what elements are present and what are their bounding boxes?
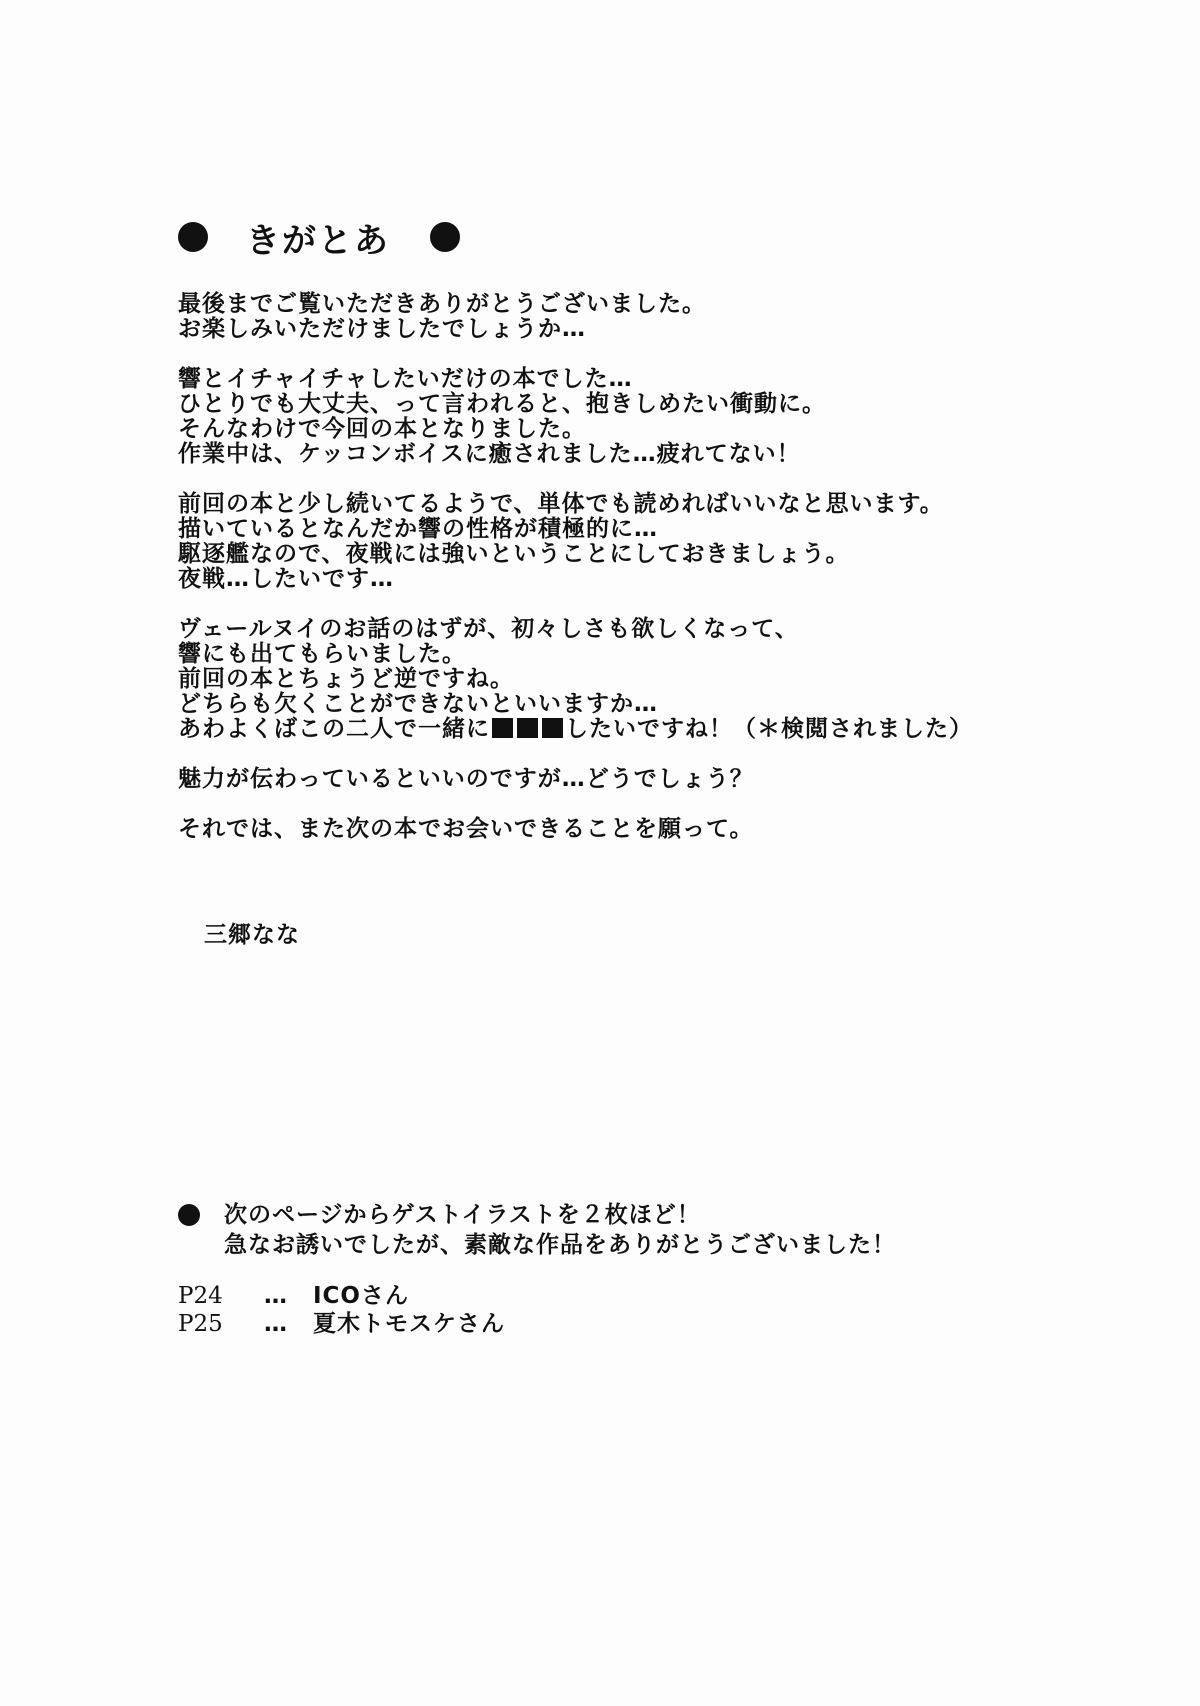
- text-fragment: したいですね！（＊検閲されました）: [565, 716, 973, 742]
- paragraph-verniy: [178, 617, 1058, 742]
- credit-separator: …: [264, 1283, 287, 1309]
- redaction-block: [542, 718, 563, 738]
- text-line: 響にも出てもらいました。: [178, 641, 466, 667]
- text-line: ヴェールヌイのお話のはずが、初々しさも欲しくなって、: [178, 616, 799, 642]
- text-line: 前回の本とちょうど逆ですね。: [178, 666, 514, 692]
- text-line: 作業中は、ケッコンボイスに癒されました…疲れてない！: [178, 441, 801, 467]
- credit-page-number: P25: [178, 1311, 223, 1337]
- text-line: 前回の本と少し続いてるようで、単体でも読めればいいなと思います。: [178, 491, 944, 517]
- page-title: きがとあ: [246, 220, 390, 261]
- afterword-body: [178, 292, 1058, 842]
- text-line: ひとりでも大丈夫、って言われると、抱きしめたい衝動に。: [178, 391, 826, 417]
- text-line: それでは、また次の本でお会いできることを願って。: [178, 816, 754, 842]
- text-line: 駆逐艦なので、夜戦には強いということにしておきましょう。: [178, 541, 850, 567]
- paragraph-thanks: [178, 292, 1058, 342]
- bullet-left-icon: [178, 222, 208, 252]
- text-line: お楽しみいただけましたでしょうか…: [178, 316, 586, 342]
- text-fragment: あわよくばこの二人で一緒に: [178, 716, 490, 742]
- page-heading: [178, 213, 460, 261]
- credit-page-number: P24: [178, 1283, 223, 1309]
- text-line: 描いているとなんだか響の性格が積極的に…: [178, 516, 658, 542]
- text-line: 次のページからゲストイラストを２枚ほど！: [224, 1202, 701, 1228]
- paragraph-charm: [178, 767, 1058, 792]
- text-line: どちらも欠くことができないといいますか…: [178, 691, 658, 717]
- bullet-right-icon: [430, 222, 460, 252]
- redaction-block: [517, 718, 538, 738]
- credit-artist-name: ICOさん: [313, 1283, 409, 1309]
- text-line-censored: [178, 717, 1058, 742]
- text-line: 魅力が伝わっているといいのですが…どうでしょう？: [178, 766, 754, 792]
- credit-artist-name: 夏木トモスケさん: [313, 1311, 505, 1337]
- text-line: 響とイチャイチャしたいだけの本でした…: [178, 366, 633, 392]
- text-line: 最後までご覧いただきありがとうございました。: [178, 291, 706, 317]
- guest-illustration-note: [178, 1200, 896, 1260]
- credit-row: [178, 1310, 505, 1338]
- redaction-block: [492, 718, 513, 738]
- bullet-icon: [178, 1204, 200, 1226]
- paragraph-farewell: [178, 817, 1058, 842]
- credit-row: [178, 1282, 505, 1310]
- text-line: 夜戦…したいです…: [178, 566, 394, 592]
- guest-credits: [178, 1282, 505, 1338]
- author-signature: 三郷なな: [204, 922, 300, 948]
- text-line: 急なお誘いでしたが、素敵な作品をありがとうございました！: [224, 1232, 896, 1258]
- credit-separator: …: [264, 1311, 287, 1337]
- paragraph-previous-book: [178, 492, 1058, 592]
- text-line: そんなわけで今回の本となりました。: [178, 416, 586, 442]
- paragraph-book-intro: [178, 367, 1058, 467]
